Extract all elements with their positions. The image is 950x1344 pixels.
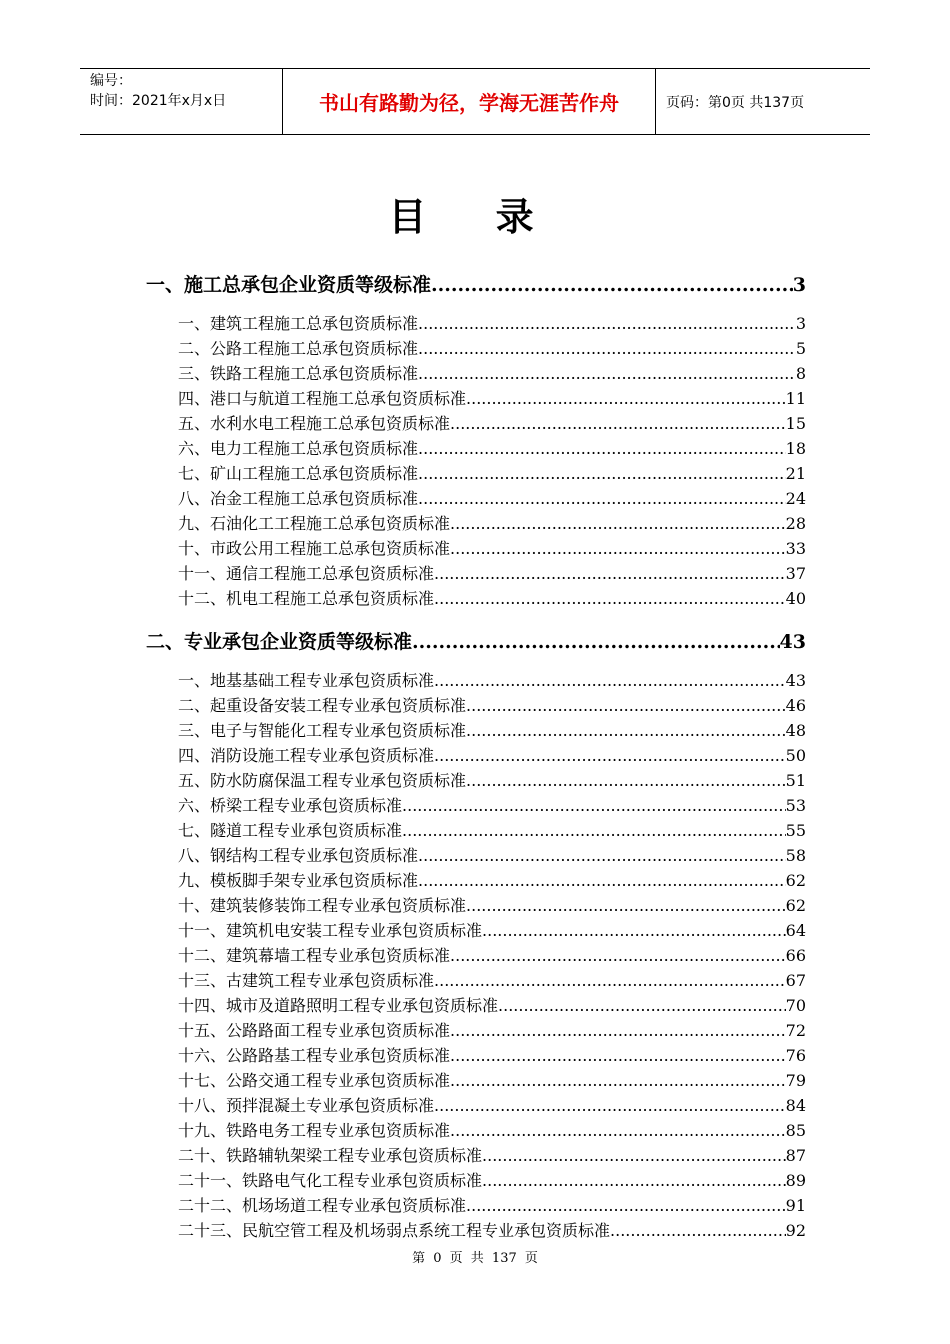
toc-entry-page: 58 xyxy=(785,846,806,865)
toc-item-entry[interactable] xyxy=(0,1093,806,1118)
toc-leader-dots xyxy=(418,364,796,383)
toc-entry-page: 50 xyxy=(785,746,806,765)
toc-leader-dots xyxy=(434,746,786,765)
toc-item-entry[interactable] xyxy=(0,818,806,843)
page-title: 目 录 xyxy=(388,195,562,239)
toc-entry-page: 11 xyxy=(785,389,806,408)
toc-entry-page: 8 xyxy=(795,364,806,383)
toc-entry-title: 十、建筑装修装饰工程专业承包资质标准 xyxy=(178,896,467,915)
toc-entry-title: 七、矿山工程施工总承包资质标准 xyxy=(178,464,419,483)
toc-entry-title: 十、市政公用工程施工总承包资质标准 xyxy=(178,539,451,558)
toc-entry-page: 70 xyxy=(785,996,806,1015)
toc-entry-title: 二十三、民航空管工程及机场弱点系统工程专业承包资质标准 xyxy=(178,1221,611,1240)
toc-leader-dots xyxy=(431,274,793,296)
toc-item-entry[interactable] xyxy=(0,511,806,536)
toc-item-entry[interactable] xyxy=(0,943,806,968)
toc-item-entry[interactable] xyxy=(0,1143,806,1168)
toc-leader-dots xyxy=(434,971,786,990)
toc-entry-page: 66 xyxy=(785,946,806,965)
toc-entry-page: 62 xyxy=(785,871,806,890)
toc-leader-dots xyxy=(418,489,786,508)
toc-entry-page: 24 xyxy=(785,489,806,508)
toc-entry-page: 5 xyxy=(795,339,806,358)
toc-entry-title: 五、水利水电工程施工总承包资质标准 xyxy=(178,414,451,433)
toc-entry-page: 46 xyxy=(785,696,806,715)
toc-leader-dots xyxy=(418,846,786,865)
toc-leader-dots xyxy=(434,564,786,583)
toc-item-entry[interactable] xyxy=(0,561,806,586)
page-header xyxy=(80,68,870,135)
toc-entry-page: 55 xyxy=(785,821,806,840)
toc-entry-page: 91 xyxy=(785,1196,806,1215)
toc-item-entry[interactable] xyxy=(0,743,806,768)
toc-entry-page: 43 xyxy=(779,631,806,653)
toc-entry-title: 三、铁路工程施工总承包资质标准 xyxy=(178,364,419,383)
toc-leader-dots xyxy=(610,1221,786,1240)
toc-entry-title: 五、防水防腐保温工程专业承包资质标准 xyxy=(178,771,467,790)
toc-item-entry[interactable] xyxy=(0,486,806,511)
toc-entry-title: 十九、铁路电务工程专业承包资质标准 xyxy=(178,1121,451,1140)
toc-leader-dots xyxy=(434,671,786,690)
toc-entry-title: 一、建筑工程施工总承包资质标准 xyxy=(178,314,419,333)
toc-entry-title: 二十、铁路辅轨架梁工程专业承包资质标准 xyxy=(178,1146,483,1165)
toc-leader-dots xyxy=(466,721,786,740)
toc-entry-title: 十六、公路路基工程专业承包资质标准 xyxy=(178,1046,451,1065)
toc-entry-page: 92 xyxy=(785,1221,806,1240)
toc-item-entry[interactable] xyxy=(0,1118,806,1143)
toc-item-entry[interactable] xyxy=(0,893,806,918)
toc-item-entry[interactable] xyxy=(0,843,806,868)
toc-entry-page: 53 xyxy=(785,796,806,815)
toc-entry-page: 15 xyxy=(785,414,806,433)
toc-entry-title: 十四、城市及道路照明工程专业承包资质标准 xyxy=(178,996,499,1015)
toc-entry-title: 四、港口与航道工程施工总承包资质标准 xyxy=(178,389,467,408)
toc-item-entry[interactable] xyxy=(0,336,806,361)
toc-item-entry[interactable] xyxy=(0,918,806,943)
toc-item-entry[interactable] xyxy=(0,868,806,893)
toc-item-entry[interactable] xyxy=(0,793,806,818)
toc-leader-dots xyxy=(466,696,786,715)
toc-item-entry[interactable] xyxy=(0,968,806,993)
toc-item-entry[interactable] xyxy=(0,1218,806,1243)
toc-leader-dots xyxy=(450,514,786,533)
toc-leader-dots xyxy=(450,1021,786,1040)
toc-leader-dots xyxy=(402,821,786,840)
toc-leader-dots xyxy=(418,339,796,358)
toc-entry-title: 一、地基基础工程专业承包资质标准 xyxy=(178,671,435,690)
toc-entry-page: 48 xyxy=(785,721,806,740)
toc-leader-dots xyxy=(434,1096,786,1115)
header-meta xyxy=(80,69,282,134)
toc-item-entry[interactable] xyxy=(0,536,806,561)
toc-item-entry[interactable] xyxy=(0,436,806,461)
toc-leader-dots xyxy=(412,631,780,653)
toc-entry-title: 九、模板脚手架专业承包资质标准 xyxy=(178,871,419,890)
toc-leader-dots xyxy=(434,589,786,608)
toc-entry-title: 七、隧道工程专业承包资质标准 xyxy=(178,821,403,840)
toc-entry-page: 84 xyxy=(785,1096,806,1115)
toc-item-entry[interactable] xyxy=(0,1068,806,1093)
toc-item-entry[interactable] xyxy=(0,1193,806,1218)
toc-entry-title: 十三、古建筑工程专业承包资质标准 xyxy=(178,971,435,990)
toc-entry-title: 六、桥梁工程专业承包资质标准 xyxy=(178,796,403,815)
toc-entry-title: 二十二、机场场道工程专业承包资质标准 xyxy=(178,1196,467,1215)
toc-entry-page: 40 xyxy=(785,589,806,608)
toc-entry-page: 87 xyxy=(785,1146,806,1165)
toc-entry-title: 十七、公路交通工程专业承包资质标准 xyxy=(178,1071,451,1090)
toc-leader-dots xyxy=(402,796,786,815)
toc-entry-title: 八、冶金工程施工总承包资质标准 xyxy=(178,489,419,508)
toc-entry-title: 二、专业承包企业资质等级标准 xyxy=(146,631,413,653)
toc-leader-dots xyxy=(482,921,786,940)
toc-entry-page: 43 xyxy=(785,671,806,690)
toc-leader-dots xyxy=(418,439,786,458)
toc-leader-dots xyxy=(466,771,786,790)
toc-entry-title: 三、电子与智能化工程专业承包资质标准 xyxy=(178,721,467,740)
toc-item-entry[interactable] xyxy=(0,1018,806,1043)
toc-entry-page: 3 xyxy=(795,314,806,333)
toc-entry-title: 二十一、铁路电气化工程专业承包资质标准 xyxy=(178,1171,483,1190)
toc-entry-page: 33 xyxy=(785,539,806,558)
toc-entry-title: 十五、公路路面工程专业承包资质标准 xyxy=(178,1021,451,1040)
toc-leader-dots xyxy=(450,1121,786,1140)
toc-leader-dots xyxy=(450,946,786,965)
toc-entry-title: 十八、预拌混凝土专业承包资质标准 xyxy=(178,1096,435,1115)
toc-leader-dots xyxy=(450,1046,786,1065)
page-footer: 第 0 页 共 137 页 xyxy=(412,1251,538,1266)
toc-item-entry[interactable] xyxy=(0,386,806,411)
toc-entry-page: 67 xyxy=(785,971,806,990)
toc-item-entry[interactable] xyxy=(0,718,806,743)
toc-entry-page: 18 xyxy=(785,439,806,458)
toc-item-entry[interactable] xyxy=(0,693,806,718)
toc-entry-title: 十二、机电工程施工总承包资质标准 xyxy=(178,589,435,608)
toc-item-entry[interactable] xyxy=(0,461,806,486)
toc-entry-title: 九、石油化工工程施工总承包资质标准 xyxy=(178,514,451,533)
toc-entry-page: 51 xyxy=(785,771,806,790)
toc-entry-title: 四、消防设施工程专业承包资质标准 xyxy=(178,746,435,765)
header-motto: 书山有路勤为径，学海无涯苦作舟 xyxy=(282,69,656,134)
toc-entry-page: 89 xyxy=(785,1171,806,1190)
toc-leader-dots xyxy=(418,464,786,483)
toc-entry-page: 21 xyxy=(785,464,806,483)
toc-item-entry[interactable] xyxy=(0,1168,806,1193)
toc-entry-title: 十一、通信工程施工总承包资质标准 xyxy=(178,564,435,583)
toc-leader-dots xyxy=(466,1196,786,1215)
toc-leader-dots xyxy=(466,389,786,408)
toc-item-entry[interactable] xyxy=(0,1043,806,1068)
toc-entry-page: 85 xyxy=(785,1121,806,1140)
toc-entry-title: 一、施工总承包企业资质等级标准 xyxy=(146,274,432,296)
toc-entry-page: 62 xyxy=(785,896,806,915)
toc-section-entry[interactable] xyxy=(0,627,806,657)
header-page-code: 页码：第0页 共137页 xyxy=(666,94,805,111)
toc-item-entry[interactable] xyxy=(0,311,806,336)
toc-section-entry[interactable] xyxy=(0,270,806,300)
toc-leader-dots xyxy=(418,314,796,333)
toc-entry-page: 3 xyxy=(792,274,806,296)
toc-item-entry[interactable] xyxy=(0,411,806,436)
toc-entry-title: 十二、建筑幕墙工程专业承包资质标准 xyxy=(178,946,451,965)
toc-item-entry[interactable] xyxy=(0,668,806,693)
toc-item-entry[interactable] xyxy=(0,586,806,611)
toc-leader-dots xyxy=(498,996,786,1015)
toc-entry-page: 64 xyxy=(785,921,806,940)
table-of-contents xyxy=(0,270,950,1243)
number-label: 编号： xyxy=(90,73,132,89)
toc-entry-page: 37 xyxy=(785,564,806,583)
toc-leader-dots xyxy=(450,539,786,558)
toc-item-entry[interactable] xyxy=(0,361,806,386)
toc-leader-dots xyxy=(450,1071,786,1090)
toc-leader-dots xyxy=(418,871,786,890)
toc-leader-dots xyxy=(466,896,786,915)
date-label: 时间：2021年x月x日 xyxy=(90,93,227,109)
toc-entry-page: 76 xyxy=(785,1046,806,1065)
toc-entry-title: 十一、建筑机电安装工程专业承包资质标准 xyxy=(178,921,483,940)
toc-item-entry[interactable] xyxy=(0,768,806,793)
toc-entry-page: 79 xyxy=(785,1071,806,1090)
toc-entry-title: 二、公路工程施工总承包资质标准 xyxy=(178,339,419,358)
toc-item-entry[interactable] xyxy=(0,993,806,1018)
toc-entry-title: 二、起重设备安装工程专业承包资质标准 xyxy=(178,696,467,715)
toc-entry-page: 72 xyxy=(785,1021,806,1040)
toc-entry-title: 八、钢结构工程专业承包资质标准 xyxy=(178,846,419,865)
toc-leader-dots xyxy=(482,1146,786,1165)
toc-entry-page: 28 xyxy=(785,514,806,533)
toc-leader-dots xyxy=(482,1171,786,1190)
toc-entry-title: 六、电力工程施工总承包资质标准 xyxy=(178,439,419,458)
toc-leader-dots xyxy=(450,414,786,433)
